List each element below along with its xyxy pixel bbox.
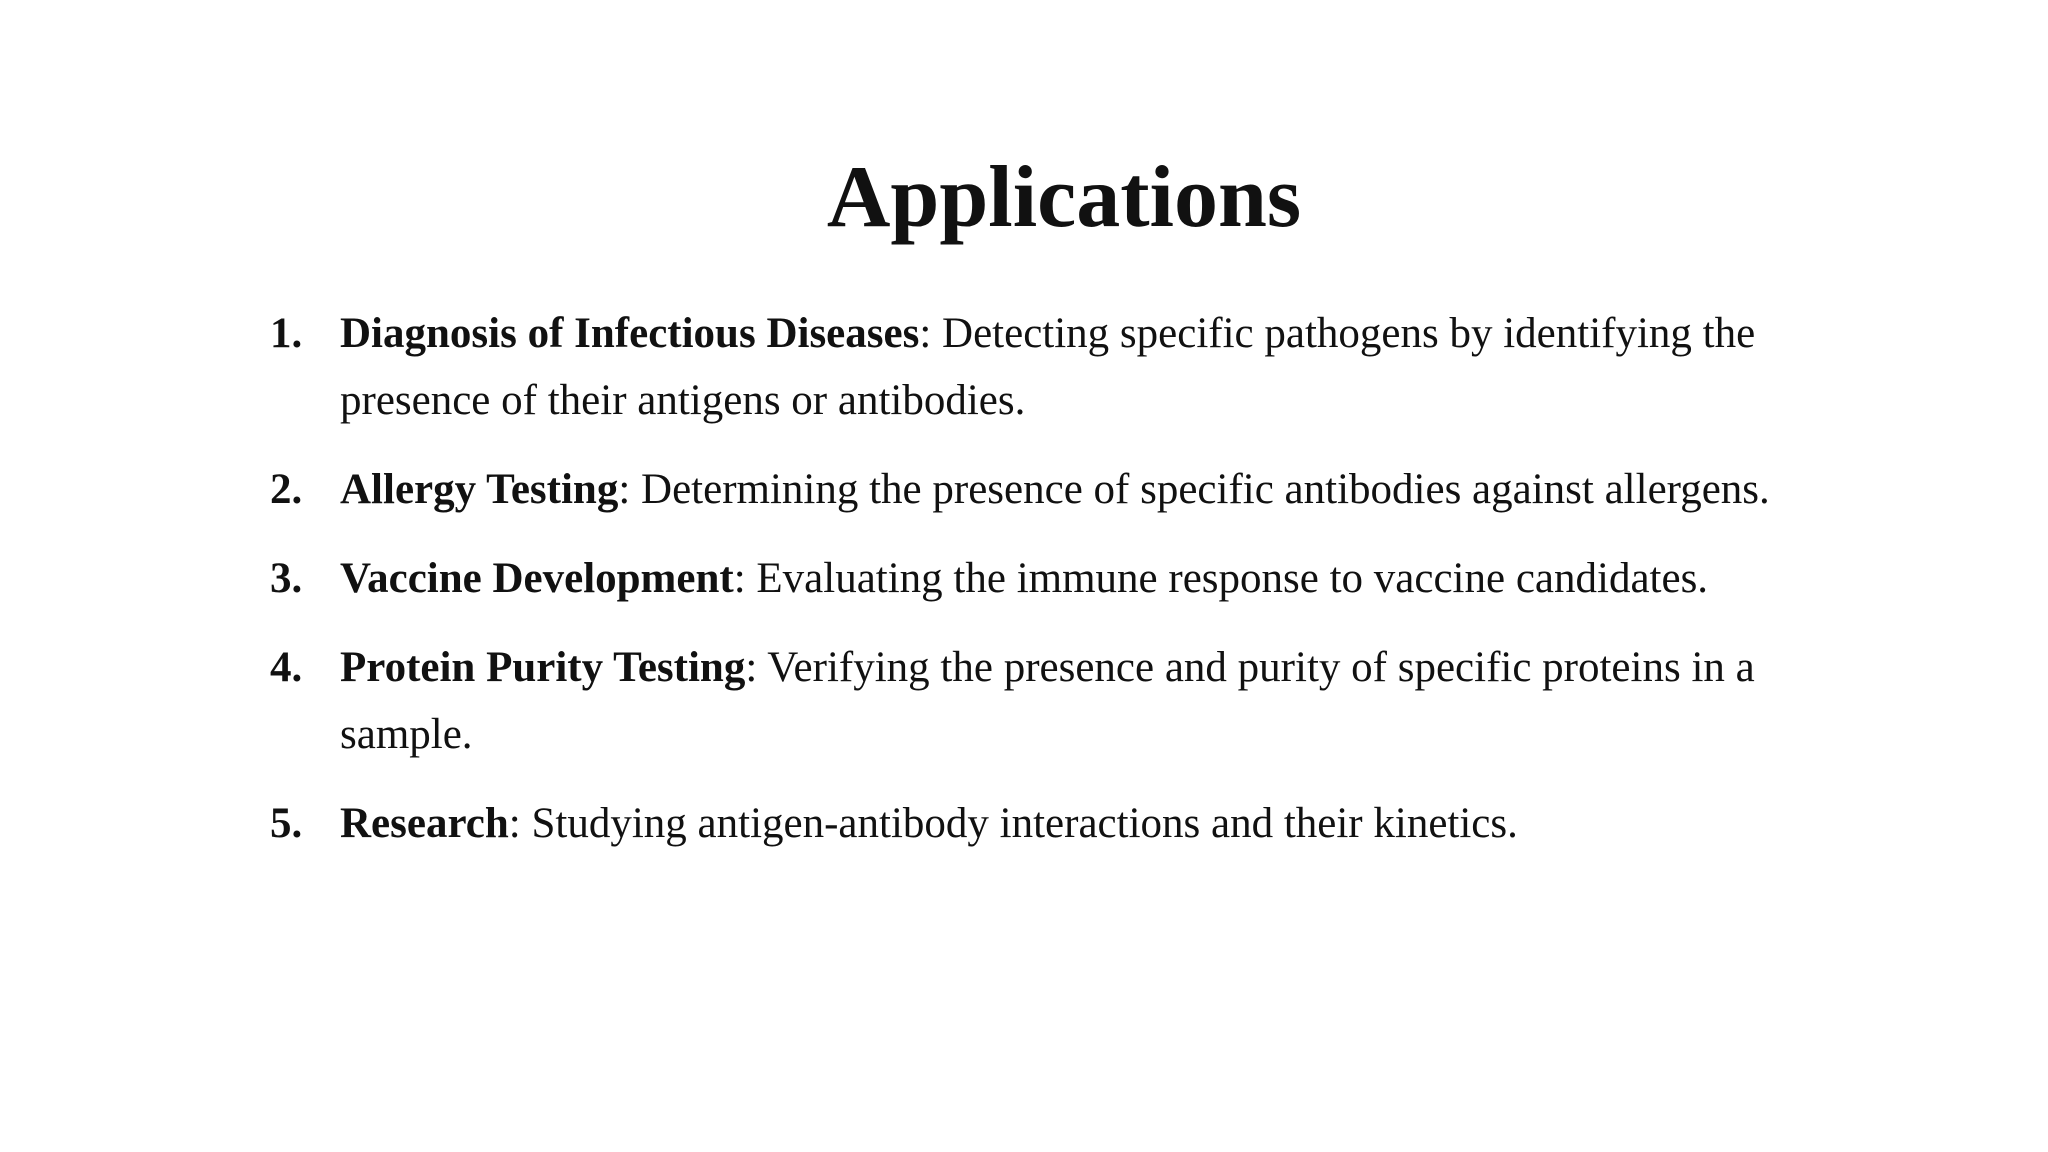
list-item-term: Allergy Testing xyxy=(340,466,619,513)
list-item-description: : Determining the presence of specific antibodies against allergens. xyxy=(618,466,1770,513)
list-item-description: : Studying antigen-antibody interactions and their kinetics. xyxy=(508,800,1518,847)
list-item xyxy=(270,545,1800,612)
list-item-description: : Detecting specific pathogens by identifying the presence of their antigens or antibodies. xyxy=(340,310,1756,424)
list-item xyxy=(270,300,1800,434)
list-item-term: Diagnosis of Infectious Diseases xyxy=(340,310,920,357)
list-item-number: 1. xyxy=(270,310,303,357)
applications-list xyxy=(270,300,1800,879)
list-item-number: 5. xyxy=(270,800,303,847)
list-item-term: Protein Purity Testing xyxy=(340,644,746,691)
list-item xyxy=(270,790,1800,857)
list-item-description: : Verifying the presence and purity of specific proteins in a sample. xyxy=(340,644,1755,758)
list-item-term: Vaccine Development xyxy=(340,555,734,602)
list-item-number: 3. xyxy=(270,555,303,602)
list-item xyxy=(270,456,1800,523)
list-item-number: 2. xyxy=(270,466,303,513)
list-item xyxy=(270,634,1800,768)
list-item-description: : Evaluating the immune response to vaccine candidates. xyxy=(733,555,1709,602)
list-item-term: Research xyxy=(340,800,509,847)
slide-title: Applications xyxy=(826,149,1302,246)
list-item-number: 4. xyxy=(270,644,303,691)
